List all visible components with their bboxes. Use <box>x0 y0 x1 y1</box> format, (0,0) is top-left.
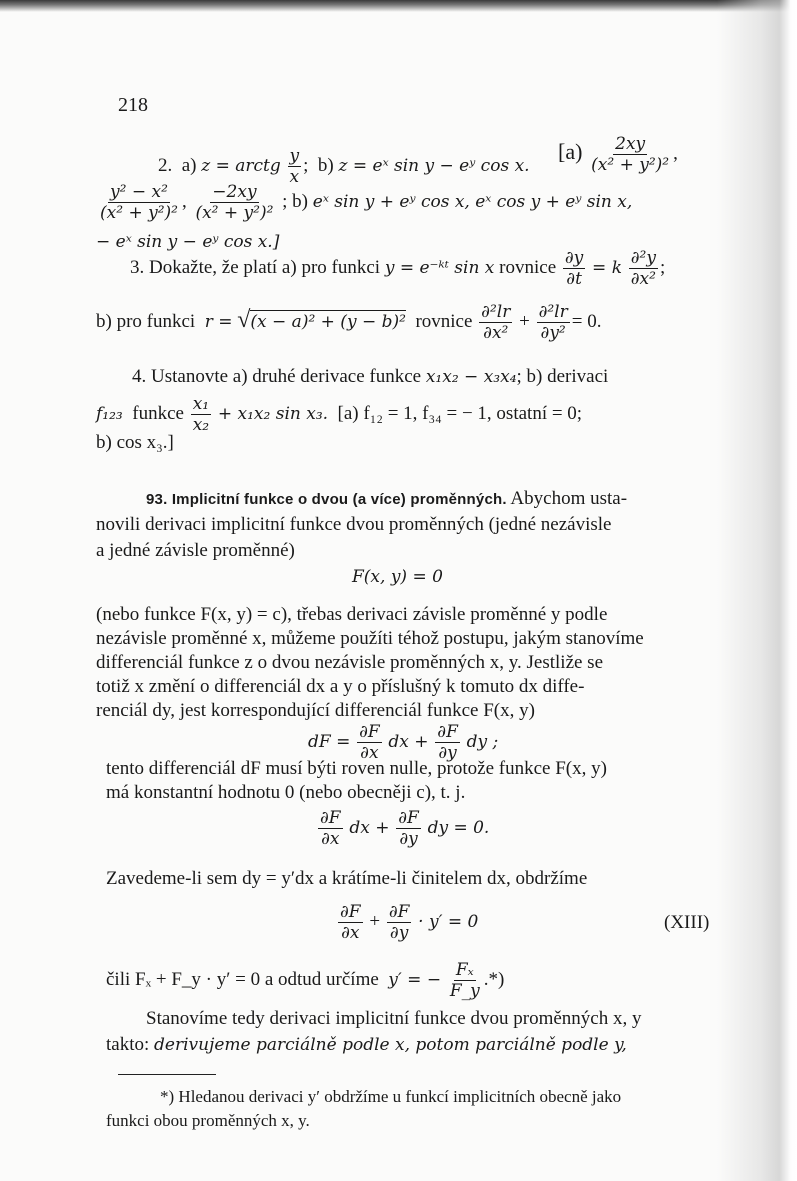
equation-XIII: $\frac{\partial F}{\partial x}$ + $\frac{\partial F}{\partial y}$ · y′ = 0 <box>340 902 479 943</box>
emphasized-rule: derivujeme parciálně podle x, potom parciálně podle y, <box>154 1035 627 1055</box>
section-93-line1: 93. Implicitní funkce o dvou (a více) proměnných. Abychom usta- <box>146 488 628 509</box>
ex2-answer-open: [a) <box>558 138 583 164</box>
paragraph-4: Zavedeme-li sem dy = y′dx a krátíme-li činitelem dx, obdržíme <box>106 868 588 889</box>
ex2-a-label: a) <box>181 154 197 176</box>
paragraph-6-line2: takto: derivujeme parciálně podle x, potom parciálně podle y, <box>106 1034 627 1055</box>
scan-top-shadow <box>0 0 797 12</box>
section-93-line3: a jedné závisle proměnné) <box>96 540 295 561</box>
ex2-a-fraction: $\frac{y}{x}$ <box>289 146 300 187</box>
section-93-line2: novili derivaci implicitní funkce dvou proměnných (jedné nezávisle <box>96 514 612 535</box>
section-heading: 93. Implicitní funkce o dvou (a více) proměnných. <box>146 491 507 508</box>
scan-gutter-shadow <box>717 0 797 1181</box>
exercise-3-line2: b) pro funkci r = √(x − a)² + (y − b)² rovnice $\frac{\text{∂²lr}}{\text{∂x²}}$ + $\frac{\text{∂²lr}}{\text{∂y²}}$ = 0. <box>96 302 602 343</box>
ex2-a-expr: z = arctg <box>201 155 281 176</box>
ex2-label: 2. <box>158 154 173 176</box>
ex4-answer: [a) f₁₂ = 1, f₃₄ = − 1, ostatní = 0; <box>337 402 583 424</box>
ex2-answer-frac2: $\frac{\text{y² − x²}}{\text{(x² + y²)²}}$ <box>100 182 178 223</box>
exercise-2-line1: 2. a) z = arctg $\frac{y}{x}$ ; b) z = eˣ sin y − eʸ cos x. <box>158 146 530 187</box>
footnote-line1: *) Hledanou derivaci y′ obdržíme u funkcí implicitních obecně jako <box>160 1087 622 1106</box>
exercise-4-line1: 4. Ustanovte a) druhé derivace funkce x₁x₂ − x₃x₄; b) derivaci <box>132 366 609 387</box>
ex2-b-label: b) <box>317 154 334 176</box>
paragraph-2-line5: renciál dy, jest korrespondující differenciál funkce F(x, y) <box>96 700 535 721</box>
ex3-sqrt-expr: (x − a)² + (y − b)² <box>250 311 406 332</box>
exercise-2-line2: $\frac{\text{y² − x²}}{\text{(x² + y²)²}}$ , $\frac{-2xy}{\text{(x² + y²)²}}$ ; b) eˣ sin y + eʸ cos x, eˣ cos y + eʸ sin x, <box>100 182 633 223</box>
ex2-answer-start: [a) $\frac{2xy}{\text{(x² + y²)²}}$ , <box>558 134 678 175</box>
ex2-answer-b-expr: eˣ sin y + eʸ cos x, eˣ cos y + eʸ sin x, <box>312 191 633 212</box>
ex3-eq1-rhs: $\frac{\text{∂²y}}{\text{∂x²}}$ <box>630 248 656 289</box>
paragraph-3-line2: má konstantní hodnotu 0 (nebo obecněji c), t. j. <box>106 782 466 803</box>
exercise-3-line1: 3. Dokažte, že platí a) pro funkci y = e⁻ᵏᵗ sin x rovnice $\frac{\partial y}{\partial t}$ = k $\frac{\text{∂²y}}{\text{∂x²}}$ ; <box>130 248 666 289</box>
paragraph-5: čili Fₓ + F_y · y′ = 0 a odtud určíme y′ = − $\frac{\text{Fₓ}}{F\_y}$ .*) <box>106 960 505 1001</box>
ex3-eq2-frac2: $\frac{\text{∂²lr}}{\text{∂y²}}$ <box>538 302 568 343</box>
exercise-4-line2: f₁₂₃ funkce $\frac{\text{x₁}}{\text{x₂}}$ + x₁x₂ sin x₃. [a) f₁₂ = 1, f₃₄ = − 1, ostatní = 0; <box>96 394 583 435</box>
footnote-divider <box>118 1074 216 1075</box>
ex2-answer-frac1: $\frac{2xy}{\text{(x² + y²)²}}$ <box>591 134 670 175</box>
ex4-fraction: $\frac{\text{x₁}}{\text{x₂}}$ <box>192 394 210 435</box>
paragraph-2-line3: differenciál funkce z o dvou nezávisle proměnných x, y. Jestliže se <box>96 652 604 673</box>
paragraph-2-line1: (nebo funkce F(x, y) = c), třebas derivaci závisle proměnné y podle <box>96 604 608 625</box>
equation-dF: dF = $\frac{\partial F}{\partial x}$ dx + $\frac{\partial F}{\partial y}$ dy ; <box>308 722 499 763</box>
page-number: 218 <box>118 94 148 116</box>
ex2-b-expr: z = eˣ sin y − eʸ cos x. <box>338 155 530 176</box>
ex3-eq2-frac1: $\frac{\text{∂²lr}}{\text{∂x²}}$ <box>481 302 511 343</box>
exercise-4-line3: b) cos x₃.] <box>96 432 174 453</box>
ex2-answer-tail: − eˣ sin y − eʸ cos x.] <box>96 232 280 252</box>
ex2-answer-frac3: $\frac{-2xy}{\text{(x² + y²)²}}$ <box>195 182 274 223</box>
footnote-line2: funkci obou proměnných x, y. <box>106 1111 310 1130</box>
equation-number-XIII: (XIII) <box>664 912 710 933</box>
paragraph-2-line2: nezávisle proměnné x, můžeme použíti téhož postupu, jakým stanovíme <box>96 628 644 649</box>
equation-dF-zero: $\frac{\partial F}{\partial x}$ dx + $\frac{\partial F}{\partial y}$ dy = 0. <box>320 808 490 849</box>
paragraph-2-line4: totiž x změní o differenciál dx a y o příslušný k tomuto dx diffe- <box>96 676 585 697</box>
equation-F-zero: F(x, y) = 0 <box>352 567 443 587</box>
ex3-eq1-lhs: $\frac{\partial y}{\partial t}$ <box>564 248 584 289</box>
paragraph-3-line1: tento differenciál dF musí býti roven nulle, protože funkce F(x, y) <box>106 758 607 779</box>
paragraph-6-line1: Stanovíme tedy derivaci implicitní funkce dvou proměnných x, y <box>146 1008 642 1029</box>
ex2-answer-b-label: ; b) <box>282 190 309 212</box>
